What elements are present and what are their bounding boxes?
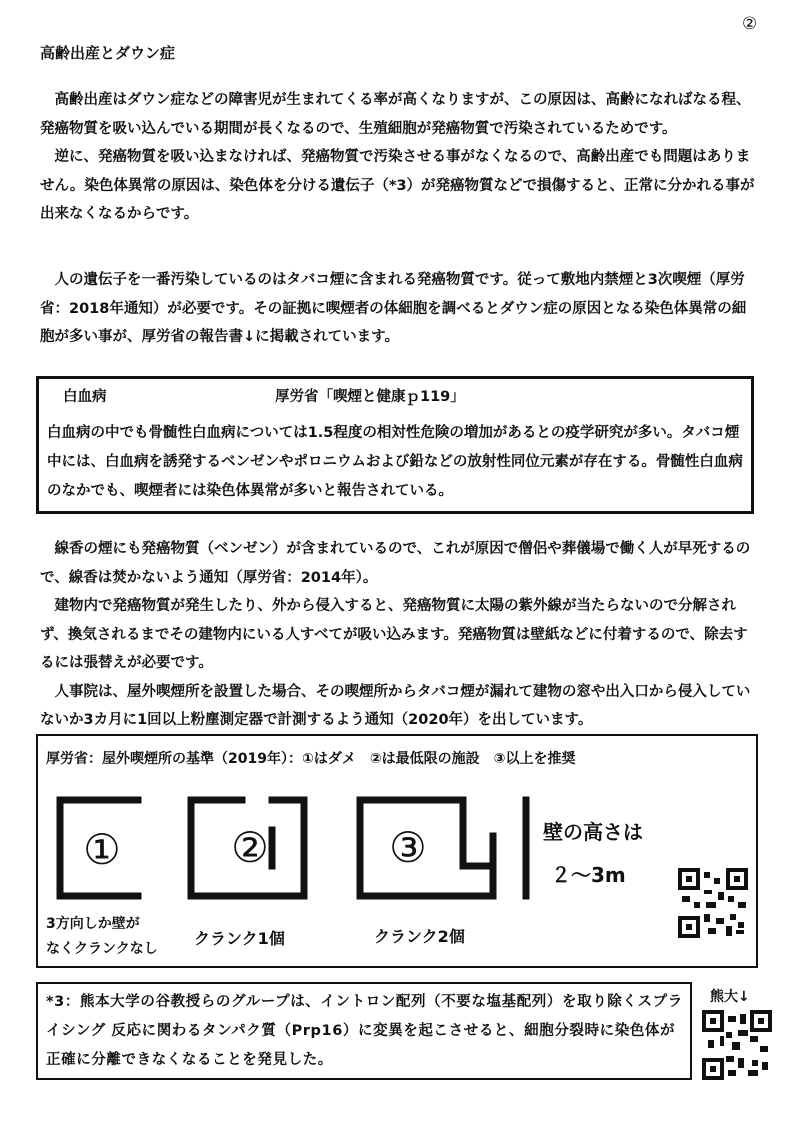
paragraph: 線香の煙にも発癌物質（ベンゼン）が含まれているので、これが原因で僧侶や葬儀場で働く人が早死するので、線香は焚かないよう通知（厚労省：2014年）。: [40, 541, 751, 586]
footnote-text: *3：熊本大学の谷教授らのグループは、イントロン配列（不要な塩基配列）を取り除くスプライシング 反応に関わるタンパク質（Prp16）に変異を起こさせると、細胞分裂時に染色体が正確に分離できなくなることを発見した。: [46, 994, 683, 1068]
page-number: ②: [742, 14, 758, 34]
incense-paragraphs: [40, 535, 760, 735]
booth-number-2: ②: [231, 823, 269, 872]
quote-heading: 白血病: [63, 389, 107, 405]
paragraph: 逆に、発癌物質を吸い込まなければ、発癌物質で汚染させる事がなくなるので、高齢出産でも問題はありません。染色体異常の原因は、染色体を分ける遺伝子（*3）が発癌物質などで損傷すると、正常に分かれる事が出来なくなるからです。: [40, 149, 755, 222]
leukemia-quote-box: [36, 376, 754, 514]
booth-1-label-line2: なくクランクなし: [46, 941, 158, 957]
page-title: 高齢出産とダウン症: [40, 44, 176, 62]
wall-height-label: 壁の高さは: [543, 820, 643, 844]
quote-source: 厚労省「喫煙と健康ｐ119」: [275, 389, 465, 405]
qr-code-icon: [678, 868, 748, 938]
standards-caption: 厚労省：屋外喫煙所の基準（2019年）：①はダメ ②は最低限の施設 ③以上を推奨: [46, 751, 576, 767]
booth-number-1: ①: [83, 825, 121, 874]
booth-1-label: [46, 912, 158, 962]
footnote-box: [36, 982, 692, 1080]
booth-3-walls: [360, 800, 526, 896]
booth-3-label: クランク2個: [374, 927, 465, 946]
booth-1-label-line1: 3方向しか壁が: [46, 916, 140, 932]
quote-body: 白血病の中でも骨髄性白血病については1.5程度の相対性危険の増加があるとの疫学研究が多い。タバコ煙中には、白血病を誘発するベンゼンやポロニウムおよび鉛などの放射性同位元素が存在する。骨髄性白血病のなかでも、喫煙者には染色体異常が多いと報告されている。: [47, 425, 743, 499]
kumadai-label: 熊大↓: [710, 989, 750, 1005]
smoking-area-standards-box: [36, 734, 758, 968]
tobacco-paragraph: [40, 266, 760, 352]
wall-height-value: ２～3m: [551, 863, 626, 887]
intro-paragraphs: [40, 86, 760, 229]
booth-2-label: クランク1個: [194, 929, 285, 948]
paragraph: 人の遺伝子を一番汚染しているのはタバコ煙に含まれる発癌物質です。従って敷地内禁煙と3次喫煙（厚労省：2018年通知）が必要です。その証拠に喫煙者の体細胞を調べるとダウン症の原因となる染色体異常の細胞が多い事が、厚労省の報告書↓に掲載されています。: [40, 272, 747, 345]
qr-code-icon: [702, 1010, 772, 1080]
paragraph: 高齢出産はダウン症などの障害児が生まれてくる率が高くなりますが、この原因は、高齢になればなる程、発癌物質を吸い込んでいる期間が長くなるので、生殖細胞が発癌物質で汚染されているためです。: [40, 92, 751, 137]
paragraph: 建物内で発癌物質が発生したり、外から侵入すると、発癌物質に太陽の紫外線が当たらないので分解されず、換気されるまでその建物内にいる人すべてが吸い込みます。発癌物質は壁紙などに付着するので、除去するには張替えが必要です。: [40, 598, 748, 671]
booth-number-3: ③: [389, 823, 427, 872]
paragraph: 人事院は、屋外喫煙所を設置した場合、その喫煙所からタバコ煙が漏れて建物の窓や出入口から侵入していないか3カ月に1回以上粉塵測定器で計測するよう通知（2020年）を出しています。: [40, 683, 751, 728]
